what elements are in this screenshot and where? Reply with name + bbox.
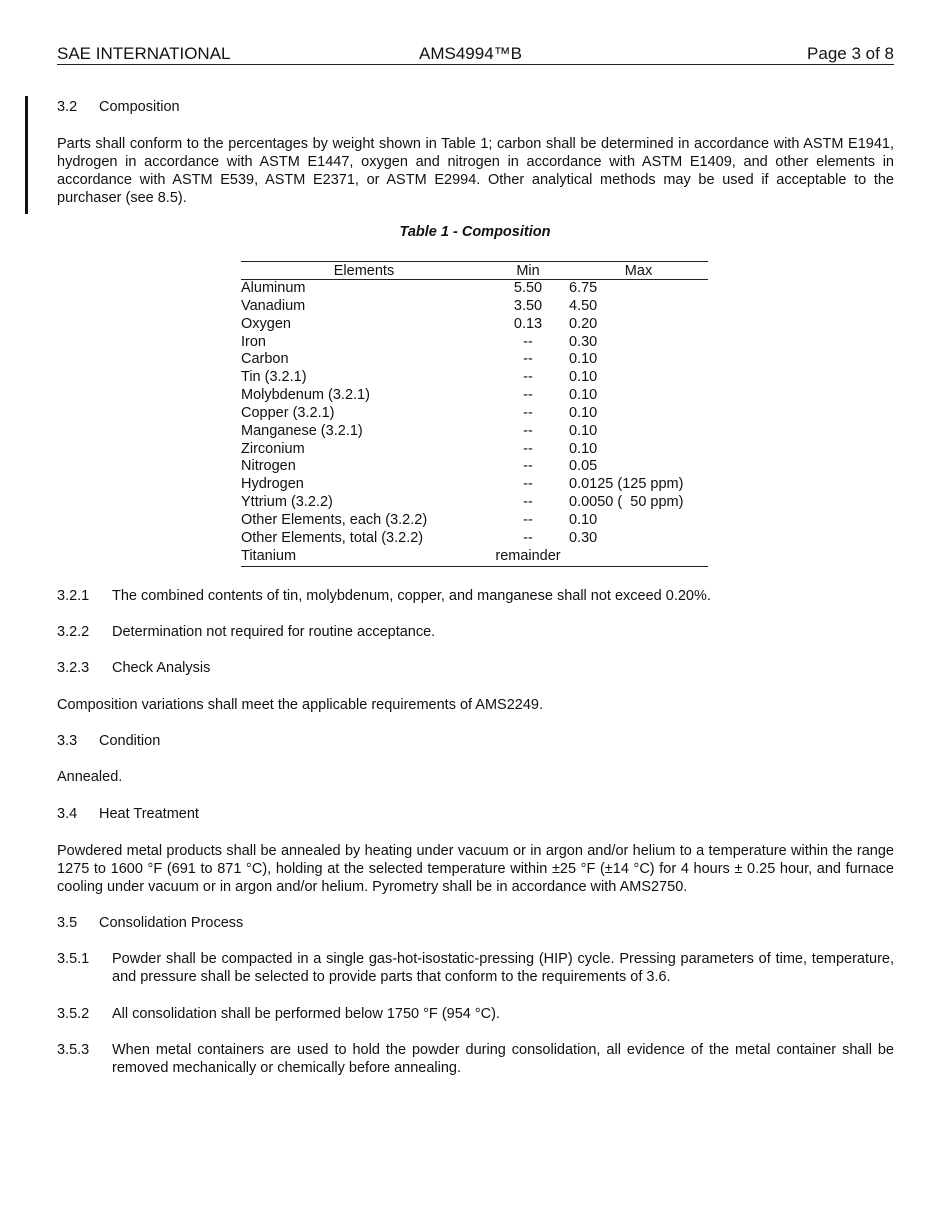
max-cell: 0.10 [569, 422, 598, 439]
section-number: 3.5 [57, 915, 78, 931]
table-header-row [241, 262, 708, 280]
max-cell: 0.10 [569, 404, 598, 421]
section-number: 3.2.3 [57, 660, 90, 676]
max-cell: 0.30 [569, 333, 598, 350]
max-cell: 4.50 [569, 297, 598, 314]
section-text: Powder shall be compacted in a single gas-hot-isostatic-pressing (HIP) cycle. Pressing parameters of time, temperature, and pressure shall be selected to provide parts that conform to the requirements of 3.6. [112, 951, 894, 985]
min-cell: -- [523, 404, 533, 421]
section-title: Composition [99, 99, 180, 115]
min-cell: -- [523, 511, 533, 528]
section-3-5-3 [57, 1041, 894, 1077]
table-row [241, 494, 708, 512]
section-3-4-text: Powdered metal products shall be annealed by heating under vacuum or in argon and/or helium to a temperature within the range 1275 to 1600 °F (691 to 871 °C), holding at the selected temperature within ±25 °F (±14 °C) for 4 hours ± 0.25 hour, and furnace cooling under vacuum or in argon and/or helium. Pyrometry shall be in accordance with AMS2750. [57, 843, 894, 895]
column-header-max: Max [569, 262, 708, 280]
header-document-number: AMS4994™B [419, 44, 522, 63]
composition-table [241, 261, 708, 567]
min-cell: -- [523, 351, 533, 368]
min-cell: -- [523, 333, 533, 350]
section-title: Check Analysis [112, 660, 211, 676]
max-cell: 0.20 [569, 315, 598, 332]
max-cell: 0.0050 ( 50 ppm) [569, 494, 684, 511]
table-row [241, 530, 708, 548]
table-row [241, 423, 708, 441]
table-row [241, 441, 708, 459]
section-3-2-text: Parts shall conform to the percentages by weight shown in Table 1; carbon shall be determined in accordance with ASTM E1941, hydrogen in accordance with ASTM E1447, oxygen and nitrogen in accordance with ASTM E1409, and other elements in accordance with ASTM E539, ASTM E2371, or ASTM E2994. Other analytical methods may be used if acceptable to the purchaser (see 8.5). [57, 136, 894, 206]
min-cell: 3.50 [513, 297, 543, 314]
table-row [241, 405, 708, 423]
min-cell: remainder [495, 547, 561, 564]
section-number: 3.2 [57, 99, 78, 115]
table-row [241, 476, 708, 494]
table-row [241, 298, 708, 316]
table-row [241, 369, 708, 387]
element-cell: Vanadium [241, 297, 306, 314]
min-cell: -- [523, 529, 533, 546]
min-cell: -- [523, 440, 533, 457]
min-cell: -- [523, 494, 533, 511]
min-cell: -- [523, 387, 533, 404]
section-number: 3.5.2 [57, 1006, 90, 1022]
table-row [241, 351, 708, 369]
element-cell: Nitrogen [241, 458, 296, 475]
section-3-3-text: Annealed. [57, 769, 123, 785]
revision-change-bar [25, 96, 28, 214]
section-3-2-heading [57, 98, 894, 116]
element-cell: Iron [241, 333, 266, 350]
column-header-elements: Elements [241, 262, 487, 280]
section-number: 3.5.1 [57, 951, 90, 967]
section-title: Condition [99, 733, 161, 749]
max-cell: 0.10 [569, 351, 598, 368]
section-3-2-3-text: Composition variations shall meet the applicable requirements of AMS2249. [57, 697, 544, 713]
table-row [241, 316, 708, 334]
max-cell: 0.30 [569, 529, 598, 546]
min-cell: -- [523, 458, 533, 475]
table-row [241, 548, 708, 566]
section-3-2-2 [57, 623, 894, 641]
section-text: When metal containers are used to hold the powder during consolidation, all evidence of the metal container shall be removed mechanically or chemically before annealing. [112, 1042, 894, 1076]
table-title: Table 1 - Composition [399, 224, 551, 240]
section-3-3-heading [57, 732, 894, 750]
element-cell: Aluminum [241, 280, 306, 296]
table-row [241, 512, 708, 530]
min-cell: -- [523, 422, 533, 439]
max-cell: 0.10 [569, 387, 598, 404]
section-text: The combined contents of tin, molybdenum, copper, and manganese shall not exceed 0.20%. [112, 588, 711, 604]
element-cell: Hydrogen [241, 476, 304, 493]
max-cell [569, 548, 708, 566]
element-cell: Yttrium (3.2.2) [241, 494, 333, 511]
element-cell: Titanium [241, 547, 297, 564]
section-text: Determination not required for routine acceptance. [112, 624, 436, 640]
element-cell: Manganese (3.2.1) [241, 422, 363, 439]
element-cell: Carbon [241, 351, 289, 368]
element-cell: Zirconium [241, 440, 305, 457]
element-cell: Other Elements, total (3.2.2) [241, 529, 424, 546]
min-cell: -- [523, 369, 533, 386]
section-number: 3.3 [57, 733, 78, 749]
section-text: All consolidation shall be performed below 1750 °F (954 °C). [112, 1006, 500, 1022]
table-row [241, 334, 708, 352]
column-header-min: Min [487, 262, 569, 280]
section-3-5-1 [57, 950, 894, 986]
section-title: Heat Treatment [99, 806, 199, 822]
section-3-5-2 [57, 1005, 894, 1023]
max-cell: 0.05 [569, 458, 598, 475]
element-cell: Other Elements, each (3.2.2) [241, 511, 428, 528]
section-number: 3.2.2 [57, 624, 90, 640]
max-cell: 6.75 [569, 280, 598, 296]
table-row [241, 280, 708, 298]
section-number: 3.2.1 [57, 588, 90, 604]
header-organization: SAE INTERNATIONAL [57, 44, 231, 63]
header-page-number: Page 3 of 8 [807, 44, 894, 63]
section-3-2-3-heading [57, 659, 894, 677]
element-cell: Oxygen [241, 315, 291, 332]
section-title: Consolidation Process [99, 915, 244, 931]
section-number: 3.5.3 [57, 1042, 90, 1058]
element-cell: Tin (3.2.1) [241, 369, 307, 386]
section-3-2-1 [57, 587, 894, 605]
section-3-4-heading [57, 805, 894, 823]
section-number: 3.4 [57, 806, 78, 822]
min-cell: 0.13 [513, 315, 543, 332]
max-cell: 0.10 [569, 440, 598, 457]
section-3-5-heading [57, 914, 894, 932]
max-cell: 0.10 [569, 369, 598, 386]
table-row [241, 387, 708, 405]
min-cell: 5.50 [513, 280, 543, 296]
min-cell: -- [523, 476, 533, 493]
max-cell: 0.0125 (125 ppm) [569, 476, 684, 493]
page-header [57, 44, 894, 65]
max-cell: 0.10 [569, 511, 598, 528]
element-cell: Copper (3.2.1) [241, 404, 335, 421]
table-row [241, 458, 708, 476]
element-cell: Molybdenum (3.2.1) [241, 387, 370, 404]
